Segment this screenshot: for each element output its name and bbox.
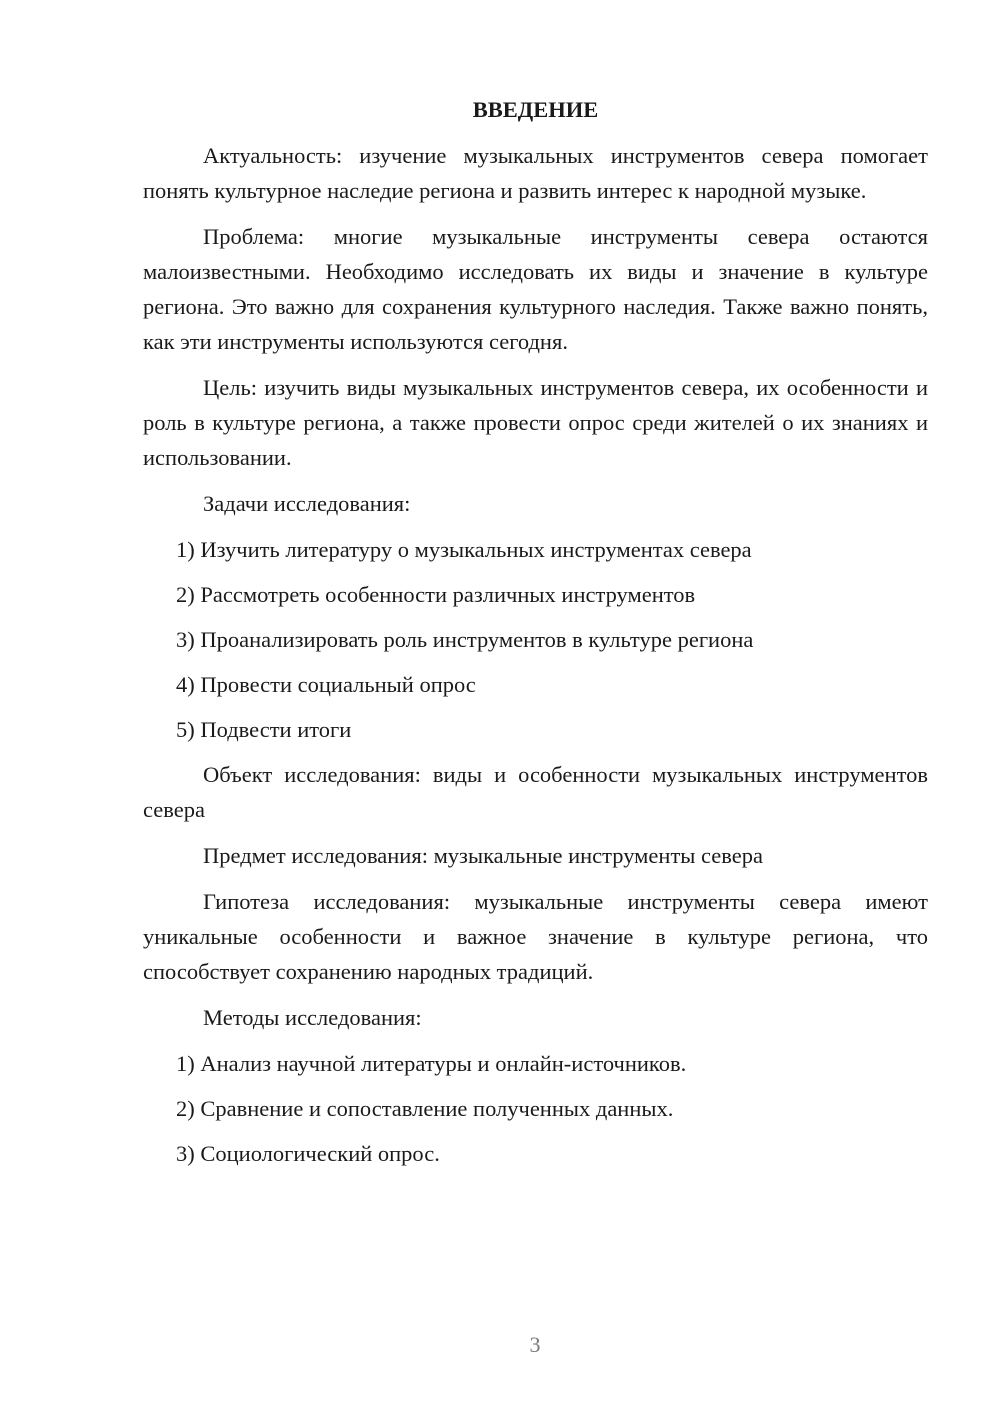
document-body (143, 92, 928, 1181)
list-item: 3) Проанализировать роль инструментов в культуре региона (176, 627, 754, 652)
page-number: 3 (529, 1332, 541, 1357)
subject-paragraph: Предмет исследования: музыкальные инструменты севера (203, 843, 763, 868)
list-item: 2) Рассмотреть особенности различных инструментов (176, 582, 696, 607)
section-heading: ВВЕДЕНИЕ (472, 97, 599, 122)
tasks-title: Задачи исследования: (203, 491, 411, 516)
hypothesis-paragraph: Гипотеза исследования: музыкальные инструменты севера имеют уникальные особенности и важное значение в культуре региона, что способствует сохранению народных традиций. (143, 889, 928, 984)
list-item: 1) Изучить литературу о музыкальных инструментах севера (176, 537, 752, 562)
list-item: 1) Анализ научной литературы и онлайн-источников. (176, 1051, 687, 1076)
methods-list (143, 1046, 928, 1171)
tasks-list (143, 532, 928, 747)
list-item: 3) Социологический опрос. (176, 1141, 440, 1166)
problem-paragraph: Проблема: многие музыкальные инструменты севера остаются малоизвестными. Необходимо исследовать их виды и значение в культуре региона. Это важно для сохранения культурного наследия. Также важно понять, как эти инструменты используются сегодня. (143, 224, 928, 354)
object-paragraph: Объект исследования: виды и особенности музыкальных инструментов севера (143, 762, 928, 822)
list-item: 4) Провести социальный опрос (176, 672, 476, 697)
methods-title: Методы исследования: (203, 1005, 422, 1030)
goal-paragraph: Цель: изучить виды музыкальных инструментов севера, их особенности и роль в культуре региона, а также провести опрос среди жителей о их знаниях и использовании. (143, 375, 928, 470)
list-item: 5) Подвести итоги (176, 717, 352, 742)
list-item: 2) Сравнение и сопоставление полученных данных. (176, 1096, 674, 1121)
relevance-paragraph: Актуальность: изучение музыкальных инструментов севера помогает понять культурное наследие региона и развить интерес к народной музыке. (143, 143, 928, 203)
